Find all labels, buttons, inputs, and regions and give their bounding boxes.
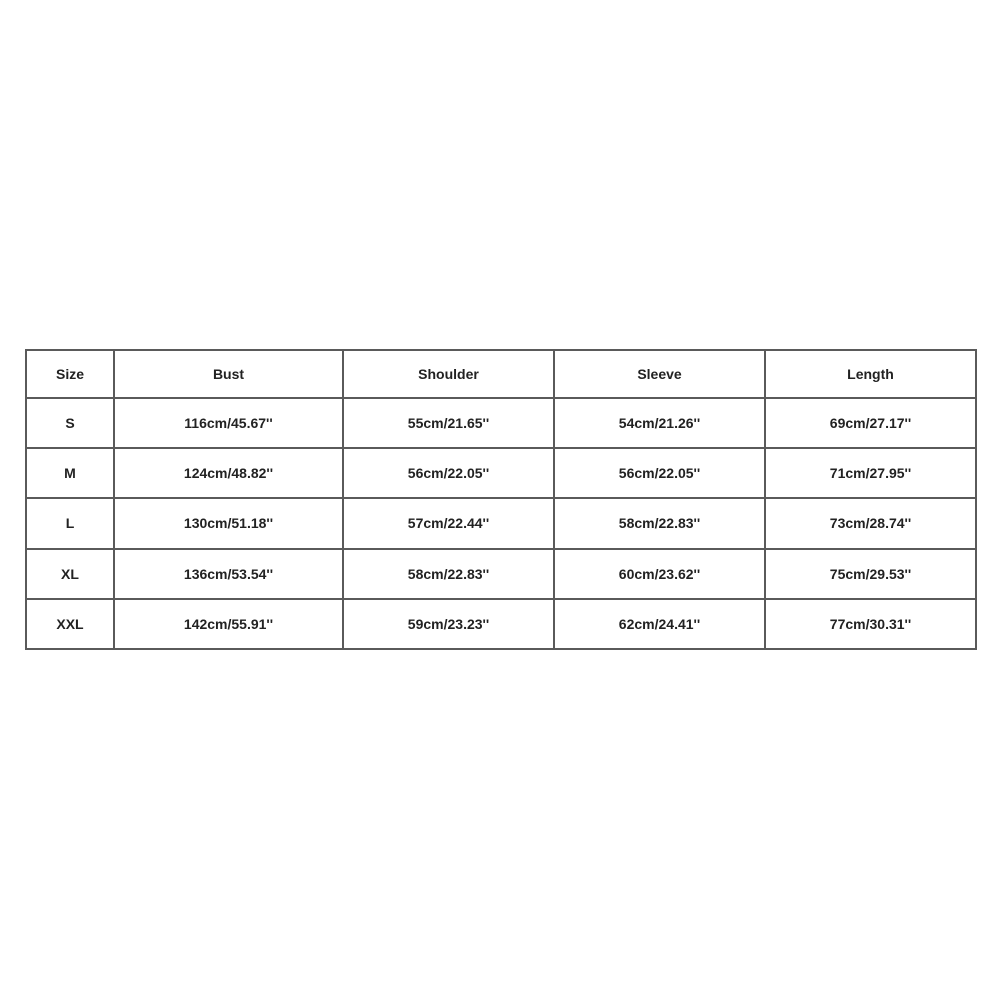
cell-sleeve: 58cm/22.83'' bbox=[554, 498, 765, 548]
cell-size: M bbox=[26, 448, 114, 498]
cell-length: 73cm/28.74'' bbox=[765, 498, 976, 548]
header-length: Length bbox=[765, 350, 976, 398]
header-size: Size bbox=[26, 350, 114, 398]
table-header-row bbox=[26, 350, 976, 398]
cell-bust: 136cm/53.54'' bbox=[114, 549, 343, 599]
header-sleeve: Sleeve bbox=[554, 350, 765, 398]
cell-size: L bbox=[26, 498, 114, 548]
header-bust: Bust bbox=[114, 350, 343, 398]
cell-shoulder: 56cm/22.05'' bbox=[343, 448, 554, 498]
cell-bust: 142cm/55.91'' bbox=[114, 599, 343, 649]
cell-size: XL bbox=[26, 549, 114, 599]
cell-sleeve: 62cm/24.41'' bbox=[554, 599, 765, 649]
table-row bbox=[26, 599, 976, 649]
cell-shoulder: 58cm/22.83'' bbox=[343, 549, 554, 599]
cell-sleeve: 60cm/23.62'' bbox=[554, 549, 765, 599]
table-row bbox=[26, 498, 976, 548]
cell-size: XXL bbox=[26, 599, 114, 649]
cell-length: 71cm/27.95'' bbox=[765, 448, 976, 498]
cell-sleeve: 56cm/22.05'' bbox=[554, 448, 765, 498]
header-shoulder: Shoulder bbox=[343, 350, 554, 398]
cell-shoulder: 57cm/22.44'' bbox=[343, 498, 554, 548]
cell-sleeve: 54cm/21.26'' bbox=[554, 398, 765, 448]
table-row bbox=[26, 448, 976, 498]
table-row bbox=[26, 549, 976, 599]
table-row bbox=[26, 398, 976, 448]
cell-size: S bbox=[26, 398, 114, 448]
cell-bust: 130cm/51.18'' bbox=[114, 498, 343, 548]
size-chart-table bbox=[25, 349, 977, 650]
cell-length: 75cm/29.53'' bbox=[765, 549, 976, 599]
cell-shoulder: 59cm/23.23'' bbox=[343, 599, 554, 649]
cell-length: 69cm/27.17'' bbox=[765, 398, 976, 448]
cell-shoulder: 55cm/21.65'' bbox=[343, 398, 554, 448]
cell-length: 77cm/30.31'' bbox=[765, 599, 976, 649]
cell-bust: 116cm/45.67'' bbox=[114, 398, 343, 448]
cell-bust: 124cm/48.82'' bbox=[114, 448, 343, 498]
